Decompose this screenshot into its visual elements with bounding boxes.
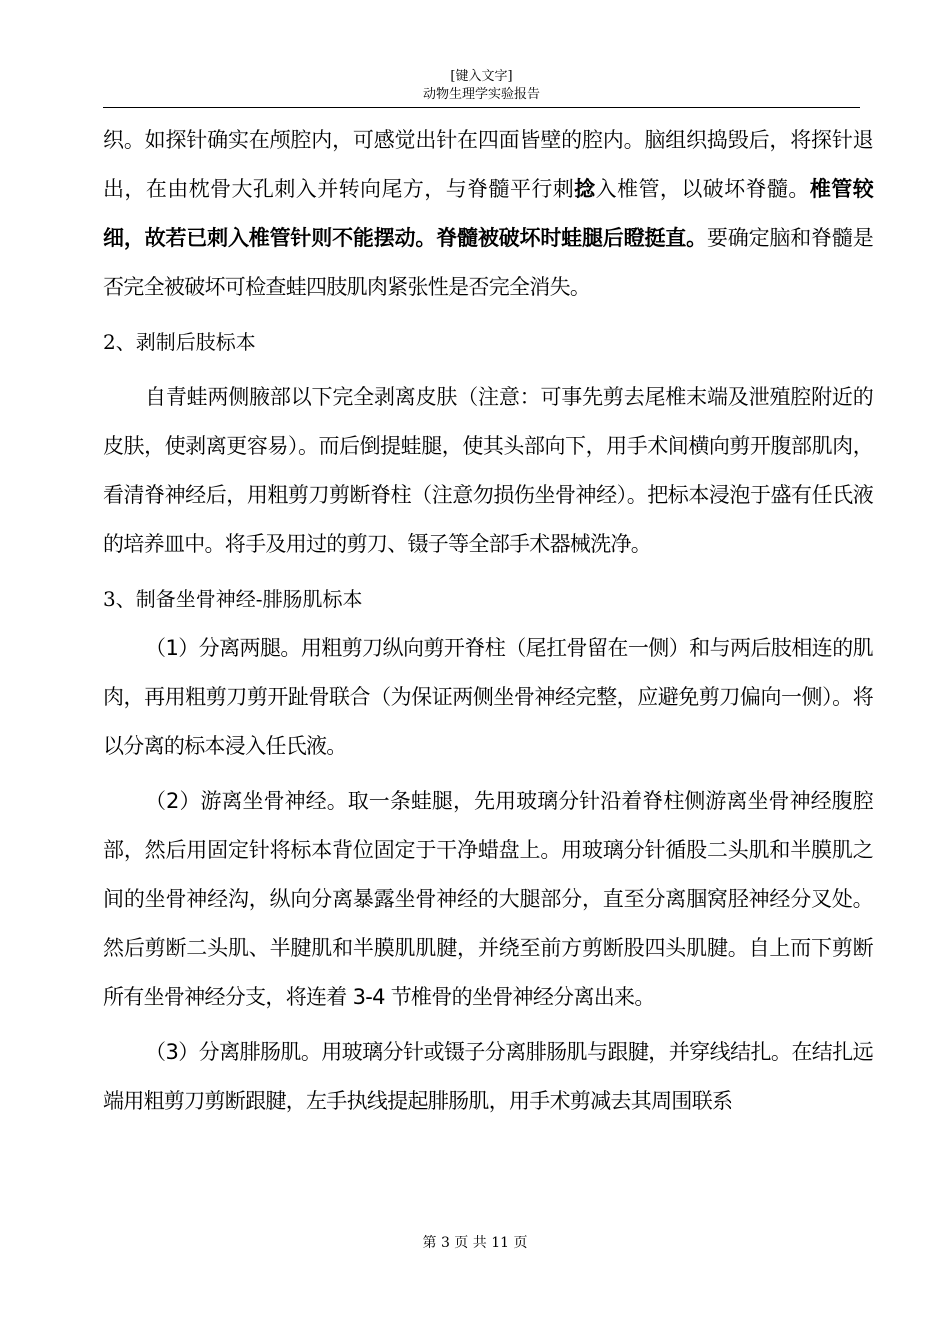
header-placeholder: [键入文字] — [450, 69, 513, 84]
paragraph-destroy-brain — [103, 116, 873, 312]
paragraph-separate-gastrocnemius: （3）分离腓肠肌。用玻璃分针或镊子分离腓肠肌与跟腱，并穿线结扎。在结扎远端用粗剪刀剪断跟腱，左手执线提起腓肠肌，用手术剪减去其周围联系 — [103, 1040, 873, 1113]
bold-note: 椎管较细，故若已刺入椎管针则不能摆动。脊髓被破坏时蛙腿后瞪挺直。 — [103, 177, 873, 250]
section-heading-2: 2、剥制后肢标本 — [103, 330, 256, 354]
page-header — [103, 68, 860, 104]
paragraph-separate-legs: （1）分离两腿。用粗剪刀纵向剪开脊柱（尾扛骨留在一侧）和与两后肢相连的肌肉，再用粗剪刀剪开趾骨联合（为保证两侧坐骨神经完整，应避免剪刀偏向一侧）。将以分离的标本浸入任氏液。 — [103, 636, 873, 758]
paragraph-text: 织。如探针确实在颅腔内，可感觉出针在四面皆壁的腔内。脑组织捣毁后，将探针退出，在由枕骨大孔刺入并转向尾方，与脊髓平行刺 — [103, 128, 873, 201]
page-footer: 第 3 页 共 11 页 — [422, 1235, 528, 1251]
bold-char: 捻 — [574, 177, 596, 201]
paragraph-text: 要确定脑和脊髓是否完全被破坏可检查蛙四肢肌肉紧张性是否完全消失。 — [103, 226, 873, 299]
header-divider — [103, 107, 860, 108]
paragraph-text: 入椎管，以破坏脊髓。 — [595, 177, 810, 201]
header-title: 动物生理学实验报告 — [422, 87, 540, 102]
section-heading-3: 3、制备坐骨神经-腓肠肌标本 — [103, 587, 363, 611]
paragraph-skin-removal: 自青蛙两侧腋部以下完全剥离皮肤（注意：可事先剪去尾椎末端及泄殖腔附近的皮肤，使剥离更容易）。而后倒提蛙腿，使其头部向下，用手术间横向剪开腹部肌肉，看清脊神经后，用粗剪刀剪断脊柱（注意勿损伤坐骨神经）。把标本浸泡于盛有任氏液的培养皿中。将手及用过的剪刀、镊子等全部手术器械洗净。 — [103, 385, 873, 556]
document-body — [103, 116, 873, 1126]
paragraph-free-sciatic-nerve: （2）游离坐骨神经。取一条蛙腿，先用玻璃分针沿着脊柱侧游离坐骨神经腹腔部，然后用固定针将标本背位固定于干净蜡盘上。用玻璃分针循股二头肌和半膜肌之间的坐骨神经沟，纵向分离暴露坐骨神经的大腿部分，直至分离腘窝胫神经分叉处。然后剪断二头肌、半腱肌和半膜肌肌腱，并绕至前方剪断股四头肌腱。自上而下剪断所有坐骨神经分支，将连着 3-4 节椎骨的坐骨神经分离出来。 — [103, 789, 873, 1009]
